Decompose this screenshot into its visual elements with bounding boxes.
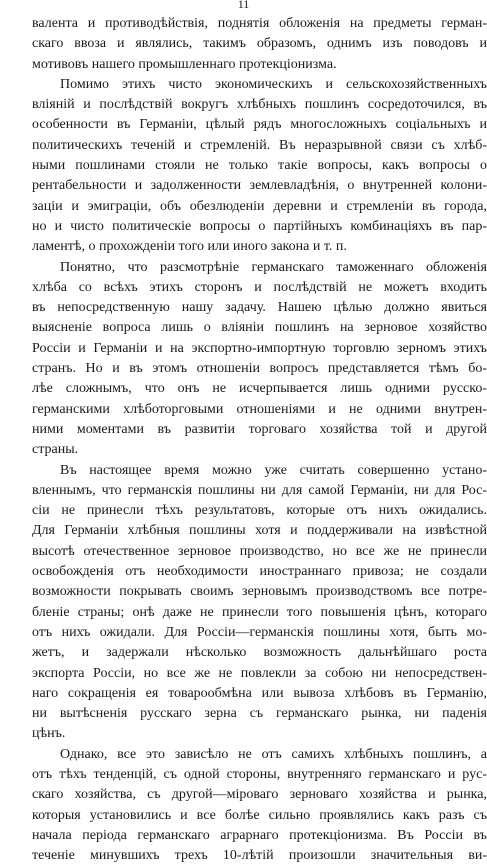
text-line: заціи и эмиграціи, объ обезлюденіи деревни и стремленіи въ города,: [32, 198, 487, 214]
text-line: мотивовъ нашего промышленнаго протекціонизма.: [32, 56, 337, 72]
text-line: наго сокращенія ея товарообмѣна или вывоза хлѣбовъ въ Германію,: [32, 685, 487, 701]
text-line: скаго ввоза и являлись, такимъ образомъ, однимъ изъ поводовъ и: [32, 36, 487, 52]
text-line: освобожденія отъ необходимости иностраннаго привоза; не создали: [32, 564, 487, 580]
text-line: рентабельности и задолженности землевладѣнія, о внутренней колони-: [32, 178, 487, 194]
text-line: высотѣ отечественное зерновое производство, но все же не принесли: [32, 543, 487, 559]
text-line: Понятно, что разсмотрѣніе германскаго таможеннаго обложенія: [60, 259, 487, 275]
text-line: жетъ, и задержали нѣсколько возможность дальнѣйшаго роста: [32, 645, 487, 661]
text-line: Помимо этихъ чисто экономическихъ и сельскохозяйственныхъ: [60, 76, 487, 92]
text-line: страны.: [32, 442, 79, 458]
text-line: хлѣба со всѣхъ этихъ сторонъ и послѣдствій не можетъ входить: [32, 279, 487, 295]
text-line: германскими хлѣботорговыми отношеніями и не одними внутрен-: [32, 401, 487, 417]
text-line: ни вытѣсненія русскаго зерна съ германскаго рынка, ни паденія: [32, 706, 487, 722]
text-line: сіи не принесли тѣхъ результатовъ, которые отъ нихъ ожидались.: [32, 503, 487, 519]
text-line: Россіи и Германіи и на экспортно-импортную торговлю зерномъ этихъ: [32, 340, 487, 356]
page-number: 11: [237, 0, 250, 11]
text-line: но и чисто политическіе вопросы о партійныхъ комбинаціяхъ въ пар-: [32, 218, 487, 234]
text-line: странъ. Но и въ этомъ отношеніи вопросъ представляется тѣмъ бо-: [32, 361, 487, 377]
text-line: начала періода германскаго аграрнаго протекціонизма. Въ Россіи въ: [32, 827, 487, 843]
text-line: ними моментами въ развитіи торговаго хозяйства той и другой: [32, 421, 487, 437]
text-line: Въ настоящее время можно уже считать совершенно устано-: [60, 462, 487, 478]
text-line: бленіе страны; онѣ даже не принесли того повышенія цѣнъ, котораго: [32, 604, 487, 620]
document-body: [32, 14, 487, 866]
text-line: вленнымъ, что германскія пошлины ни для самой Германіи, ни для Рос-: [32, 482, 487, 498]
text-line: которыя установились и все болѣе сильно проявлялись какъ разъ съ: [32, 807, 487, 823]
text-line: въ непосредственную нашу задачу. Нашею цѣлью должно явиться: [32, 300, 487, 316]
text-line: экспорта Россіи, но все же не повлекли за собою ни непосредствен-: [32, 665, 487, 681]
text-line: ными пошлинами стояли не только такіе вопросы, какъ вопросы о: [32, 158, 487, 174]
text-line: Для Германіи хлѣбныя пошлины хотя и поддерживали на извѣстной: [32, 523, 487, 539]
text-line: валента и противодѣйствія, поднятія обложенія на предметы герман-: [32, 16, 487, 31]
text-line: выясненіе вопроса лишь о вліяніи пошлинъ на зерновое хозяйство: [32, 320, 487, 336]
text-line: отъ нихъ ожидали. Для Россіи—германскія пошлины хотя, быть мо-: [32, 624, 487, 640]
text-line: Однако, все это зависѣло не отъ самихъ хлѣбныхъ пошлинъ, а: [60, 746, 487, 762]
text-line: теченіе минувшихъ трехъ 10-лѣтій произошли значительныя ви-: [32, 848, 487, 864]
text-line: вліяній и послѣдствій вокругъ хлѣбныхъ пошлинъ сосредоточился, въ: [32, 97, 487, 113]
text-line: ламентѣ, о прохожденіи того или иного закона и т. п.: [32, 239, 347, 255]
text-line: отъ тѣхъ тенденцій, съ одной стороны, внутренняго германскаго и рус-: [32, 766, 487, 782]
text-line: возможности покрывать своимъ зерновымъ производствомъ все потре-: [32, 584, 487, 600]
text-line: цѣнъ.: [32, 726, 66, 742]
text-line: политическихъ теченій и стремленій. Въ неразрывной связи съ хлѣб-: [32, 137, 487, 153]
text-line: скаго хозяйства, съ другой—міроваго зерноваго хозяйства и рынка,: [32, 787, 487, 803]
text-line: лѣе сложнымъ, что онъ не исчерпывается лишь одними русско-: [32, 381, 487, 397]
text-line: особенности въ Германіи, цѣлый рядъ многосложныхъ соціальныхъ и: [32, 117, 487, 133]
